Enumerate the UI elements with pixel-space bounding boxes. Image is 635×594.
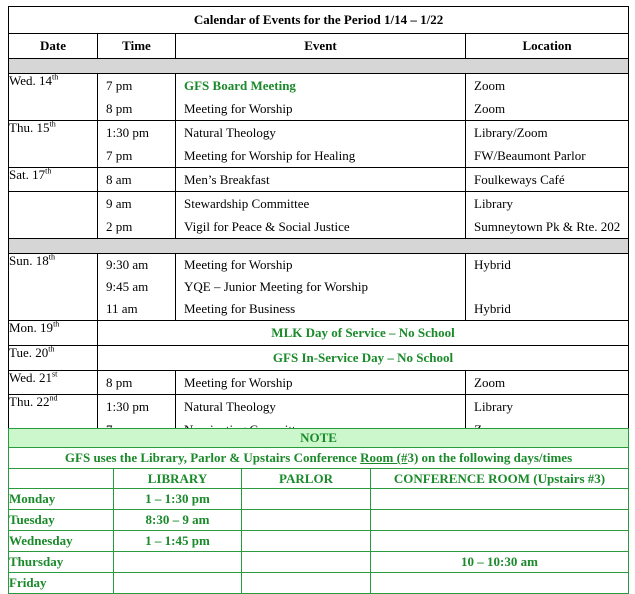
time-cell bbox=[98, 168, 176, 192]
date-label: Sun. 18 bbox=[9, 253, 49, 268]
location-value: Zoom bbox=[474, 375, 506, 390]
page-title: Calendar of Events for the Period 1/14 – 1/22 bbox=[9, 7, 629, 34]
note-title-row bbox=[9, 429, 629, 448]
time-value: 7 pm bbox=[106, 148, 133, 163]
note-conference-value bbox=[371, 489, 629, 510]
date-cell bbox=[9, 121, 98, 168]
date-suffix: nd bbox=[49, 393, 58, 403]
location-value: Library bbox=[474, 399, 513, 414]
table-row bbox=[9, 121, 629, 168]
location-value: FW/Beaumont Parlor bbox=[474, 148, 586, 163]
note-row bbox=[9, 552, 629, 573]
note-subtitle-before: GFS uses the Library, Parlor & Upstairs Conference bbox=[64, 450, 361, 465]
note-column-header-conference: CONFERENCE ROOM (Upstairs #3) bbox=[371, 469, 629, 489]
column-header-location: Location bbox=[466, 34, 629, 59]
note-parlor-value bbox=[242, 510, 371, 531]
note-subtitle-after: 3) on the following days/times bbox=[407, 450, 573, 465]
date-cell bbox=[9, 346, 98, 371]
note-row bbox=[9, 489, 629, 510]
location-value: Hybrid bbox=[474, 301, 511, 316]
time-cell bbox=[98, 74, 176, 121]
event-cell bbox=[176, 371, 466, 395]
event-value: Meeting for Worship for Healing bbox=[184, 148, 356, 163]
location-value: Hybrid bbox=[474, 257, 511, 272]
time-cell bbox=[98, 254, 176, 321]
date-cell bbox=[9, 371, 98, 395]
location-cell bbox=[466, 121, 629, 168]
date-label: Wed. 14 bbox=[9, 73, 52, 88]
note-day-label: Tuesday bbox=[9, 510, 114, 531]
note-parlor-value bbox=[242, 489, 371, 510]
table-row bbox=[9, 371, 629, 395]
location-value: Zoom bbox=[474, 78, 506, 93]
location-cell bbox=[466, 371, 629, 395]
event-value: Stewardship Committee bbox=[184, 196, 310, 211]
note-column-header-library: LIBRARY bbox=[114, 469, 242, 489]
note-library-value: 8:30 – 9 am bbox=[114, 510, 242, 531]
spacer-band bbox=[9, 59, 629, 74]
table-row bbox=[9, 254, 629, 321]
note-subtitle-link[interactable]: Room (# bbox=[360, 450, 408, 465]
table-row bbox=[9, 74, 629, 121]
event-cell bbox=[176, 192, 466, 239]
note-column-header-parlor: PARLOR bbox=[242, 469, 371, 489]
event-cell bbox=[176, 254, 466, 321]
column-header-date: Date bbox=[9, 34, 98, 59]
event-cell bbox=[176, 74, 466, 121]
time-value: 7 pm bbox=[106, 78, 133, 93]
event-value: Meeting for Worship bbox=[184, 101, 293, 116]
time-cell bbox=[98, 192, 176, 239]
location-value: Library/Zoom bbox=[474, 125, 548, 140]
column-header-event: Event bbox=[176, 34, 466, 59]
event-value: Men’s Breakfast bbox=[184, 172, 270, 187]
note-day-label: Monday bbox=[9, 489, 114, 510]
note-parlor-value bbox=[242, 573, 371, 594]
table-row bbox=[9, 321, 629, 346]
note-row bbox=[9, 531, 629, 552]
time-value: 9:45 am bbox=[106, 279, 149, 294]
date-label: Mon. 19 bbox=[9, 320, 54, 335]
note-subtitle bbox=[9, 448, 629, 469]
event-value: Natural Theology bbox=[184, 125, 276, 140]
note-conference-value bbox=[371, 531, 629, 552]
location-value: Zoom bbox=[474, 101, 506, 116]
location-cell bbox=[466, 254, 629, 321]
note-column-header-day bbox=[9, 469, 114, 489]
note-title: NOTE bbox=[9, 429, 629, 448]
date-suffix: st bbox=[52, 369, 58, 379]
note-library-value: 1 – 1:45 pm bbox=[114, 531, 242, 552]
no-school-note: GFS In-Service Day – No School bbox=[98, 346, 629, 371]
event-value: Meeting for Worship bbox=[184, 375, 293, 390]
note-library-value bbox=[114, 552, 242, 573]
date-label: Wed. 21 bbox=[9, 370, 52, 385]
time-value: 9 am bbox=[106, 196, 132, 211]
date-label: Tue. 20 bbox=[9, 345, 49, 360]
column-header-time: Time bbox=[98, 34, 176, 59]
date-label: Sat. 17 bbox=[9, 167, 46, 182]
note-conference-value bbox=[371, 510, 629, 531]
events-table bbox=[8, 6, 629, 442]
location-value: Sumneytown Pk & Rte. 202 bbox=[474, 219, 621, 234]
time-value: 9:30 am bbox=[106, 257, 149, 272]
event-value: Meeting for Business bbox=[184, 301, 296, 316]
note-parlor-value bbox=[242, 531, 371, 552]
spacer-band bbox=[9, 239, 629, 254]
event-value: Meeting for Worship bbox=[184, 257, 293, 272]
time-value: 8 pm bbox=[106, 375, 133, 390]
note-day-label: Thursday bbox=[9, 552, 114, 573]
note-subtitle-row bbox=[9, 448, 629, 469]
date-cell bbox=[9, 192, 98, 239]
note-library-value bbox=[114, 573, 242, 594]
note-day-label: Wednesday bbox=[9, 531, 114, 552]
time-cell bbox=[98, 121, 176, 168]
time-value: 2 pm bbox=[106, 219, 133, 234]
location-cell bbox=[466, 192, 629, 239]
note-table bbox=[8, 428, 629, 594]
date-cell bbox=[9, 254, 98, 321]
date-suffix: th bbox=[53, 319, 60, 329]
table-row bbox=[9, 168, 629, 192]
time-value: 1:30 pm bbox=[106, 399, 149, 414]
note-header-row bbox=[9, 469, 629, 489]
date-suffix: th bbox=[52, 72, 59, 82]
location-value: Library bbox=[474, 196, 513, 211]
note-conference-value: 10 – 10:30 am bbox=[371, 552, 629, 573]
spacer-row bbox=[9, 59, 629, 74]
time-value: 8 pm bbox=[106, 101, 133, 116]
date-label: Thu. 22 bbox=[9, 394, 50, 409]
table-row bbox=[9, 346, 629, 371]
event-cell bbox=[176, 168, 466, 192]
note-row bbox=[9, 510, 629, 531]
time-value: 8 am bbox=[106, 172, 132, 187]
event-value: Natural Theology bbox=[184, 399, 276, 414]
location-value bbox=[466, 276, 628, 298]
date-suffix: th bbox=[48, 252, 55, 262]
note-day-label: Friday bbox=[9, 573, 114, 594]
note-parlor-value bbox=[242, 552, 371, 573]
date-cell bbox=[9, 321, 98, 346]
table-row bbox=[9, 192, 629, 239]
date-suffix: th bbox=[48, 344, 55, 354]
location-cell bbox=[466, 168, 629, 192]
date-cell bbox=[9, 74, 98, 121]
date-cell bbox=[9, 168, 98, 192]
event-value: YQE – Junior Meeting for Worship bbox=[184, 279, 368, 294]
date-suffix: th bbox=[49, 119, 56, 129]
event-value: GFS Board Meeting bbox=[184, 78, 296, 93]
location-cell bbox=[466, 74, 629, 121]
location-value: Foulkeways Café bbox=[474, 172, 565, 187]
note-library-value: 1 – 1:30 pm bbox=[114, 489, 242, 510]
event-value: Vigil for Peace & Social Justice bbox=[184, 219, 350, 234]
table-header-row bbox=[9, 34, 629, 59]
event-cell bbox=[176, 121, 466, 168]
no-school-note: MLK Day of Service – No School bbox=[98, 321, 629, 346]
time-value: 11 am bbox=[106, 301, 138, 316]
time-cell bbox=[98, 371, 176, 395]
note-conference-value bbox=[371, 573, 629, 594]
spacer-row bbox=[9, 239, 629, 254]
time-value: 1:30 pm bbox=[106, 125, 149, 140]
table-title-row bbox=[9, 7, 629, 34]
date-label: Thu. 15 bbox=[9, 120, 50, 135]
note-row bbox=[9, 573, 629, 594]
date-suffix: th bbox=[45, 166, 52, 176]
